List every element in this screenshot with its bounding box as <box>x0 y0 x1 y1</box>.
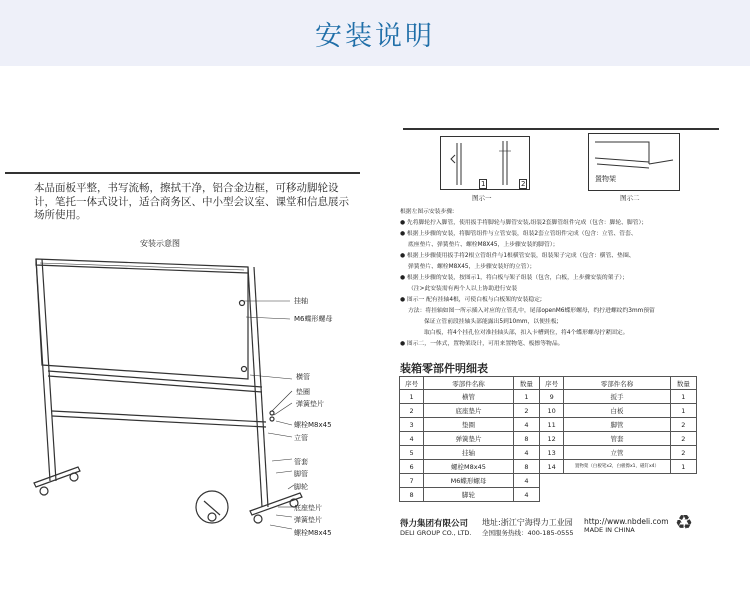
label-bolt: 螺栓M8x45 <box>294 421 332 429</box>
parts-table-title: 装箱零部件明细表 <box>400 362 488 375</box>
table-row: 3 垫圈 4 11 脚管 2 <box>400 418 697 432</box>
figure-one-mark-1: 1 <box>481 180 486 188</box>
col-name-2: 零部件名称 <box>564 377 670 390</box>
figure-two-label: 置物架 <box>595 175 616 183</box>
step-line: ● 根据上步骤使用扳手将2根立管组件与1根横管安装，组装架子完成（包含：横管、垫圈、 <box>400 253 635 259</box>
label-upright: 立管 <box>294 434 308 442</box>
label-washer: 垫圈 <box>296 388 310 396</box>
step-line: 方法：将挂轴如图一所示插入对应的立管孔中，尾部openM6蝶形螺母，约拧进螺纹约3mm预留 <box>408 308 655 314</box>
figure-one-caption: 图示一 <box>472 194 492 202</box>
label-sleeve: 管套 <box>294 458 308 466</box>
label-wing-nut: M6蝶形螺母 <box>294 315 333 323</box>
label-bolt-2: 螺栓M8x45 <box>294 529 332 537</box>
step-line: ● 根据上步骤的安装，将脚管组件与立管安装，组装2套立管组件完成（包含：立管、管套、 <box>400 231 637 237</box>
figure-two-caption: 图示二 <box>620 194 640 202</box>
table-row: 5 挂轴 4 13 立管 2 <box>400 446 697 460</box>
table-row: 4 弹簧垫片 8 12 管套 2 <box>400 432 697 446</box>
col-no-2: 序号 <box>540 377 564 390</box>
footer-company <box>400 517 472 537</box>
step-line: 取白板，将4个挂孔位对准挂轴头部，扣入卡槽到位，将4个蝶形螺母拧紧固定。 <box>424 330 629 336</box>
label-crossbar: 横管 <box>296 373 310 381</box>
installation-steps <box>400 207 730 350</box>
label-caster: 脚轮 <box>294 483 308 491</box>
made-in: MADE IN CHINA <box>584 526 635 534</box>
step-line: ● 图示二，一体式，置物架设计，可用来置物笔、板擦等物品。 <box>400 341 564 347</box>
figure-two-image <box>588 133 680 191</box>
right-section-rule <box>403 128 719 130</box>
parts-table-header <box>400 377 697 390</box>
step-line: 弹簧垫片、螺栓M8X45，上步骤安装好的立管）； <box>408 264 536 270</box>
step-line: （注>此安装需有两个人以上协助进行安装 <box>408 286 518 292</box>
recycle-icon: ♻ <box>675 510 693 534</box>
footer-address <box>482 517 574 537</box>
label-spring-washer: 弹簧垫片 <box>296 400 324 408</box>
table-row: 1 横管 1 9 扳手 1 <box>400 390 697 404</box>
page-title: 安装说明 <box>315 21 435 52</box>
figure-one-mark-2: 2 <box>521 180 526 188</box>
table-row: 6 螺栓M8x45 8 14 置物架（白板笔x2，白板擦x1，磁钉x4） 1 <box>400 460 697 474</box>
col-qty: 数量 <box>513 377 539 390</box>
step-line: ● 根据上步骤的安装，按图示1，将白板与架子组装（包含，白板，上步骤安装的架子）； <box>400 275 628 281</box>
step-line: ● 先将脚轮拧入脚管，使用扳手将脚轮与脚管安装,组装2套脚管组件完成（包含：脚轮、脚管）； <box>400 220 648 226</box>
label-foot-tube: 脚管 <box>294 470 308 478</box>
step-line: 根据左图示安装步骤: <box>400 209 455 215</box>
intro-text: 本品面板平整，书写流畅，擦拭干净，铝合金边框，可移动脚轮设计，笔托一体式设计，适合商务区、中小型会议室、课堂和信息展示场所使用。 <box>34 182 349 221</box>
label-base-shim: 底座垫片 <box>294 504 322 512</box>
step-line: ● 图示一 配有挂轴4根，可使白板与白板架的安装稳定; <box>400 297 542 303</box>
hotline: 全国服务热线：400-185-0555 <box>482 529 574 537</box>
parts-table <box>399 376 697 502</box>
address: 地址:浙江宁海得力工业园 <box>482 518 573 527</box>
step-line: 底座垫片、弹簧垫片、螺栓M8X45，上步骤安装的脚管）； <box>408 242 559 248</box>
col-qty-2: 数量 <box>670 377 696 390</box>
website-url: http://www.nbdeli.com <box>584 517 669 526</box>
col-no: 序号 <box>400 377 424 390</box>
header-banner <box>0 0 750 66</box>
company-name-en: DELI GROUP CO., LTD. <box>400 529 472 537</box>
company-name-cn: 得力集团有限公司 <box>400 519 469 529</box>
table-row: 7 M6蝶形螺母 4 <box>400 474 697 488</box>
footer-web <box>584 517 669 534</box>
diagram-title: 安装示意图 <box>140 239 180 248</box>
label-hanging-shaft: 挂轴 <box>294 297 308 305</box>
label-spring-washer-2: 弹簧垫片 <box>294 516 322 524</box>
table-row: 8 脚轮 4 <box>400 488 697 502</box>
figure-one-image <box>440 136 530 190</box>
step-line: 保证立管前段挂轴头部能露出5到10mm，以便挂板; <box>424 319 559 325</box>
left-section-rule <box>5 172 360 174</box>
table-row: 2 底座垫片 2 10 白板 1 <box>400 404 697 418</box>
col-name: 零部件名称 <box>424 377 514 390</box>
